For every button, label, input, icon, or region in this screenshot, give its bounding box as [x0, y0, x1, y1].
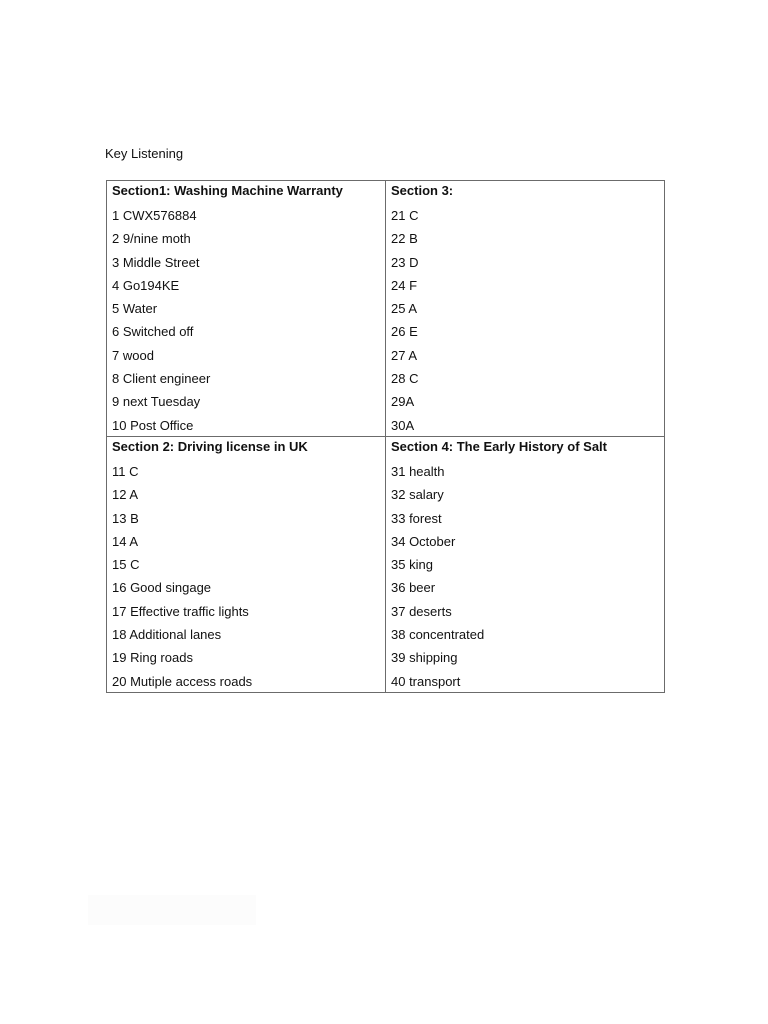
answer-item: 37 deserts: [391, 603, 452, 619]
section-heading: Section 2: Driving license in UK: [112, 439, 308, 454]
answer-item: 19 Ring roads: [112, 650, 193, 666]
answer-item: 35 king: [391, 557, 433, 573]
section-heading: Section 4: The Early History of Salt: [391, 439, 607, 454]
answer-item: 2 9/nine moth: [112, 231, 191, 247]
answer-item: 38 concentrated: [391, 627, 485, 643]
answer-item: 39 shipping: [391, 650, 458, 666]
answer-item: 23 D: [391, 254, 419, 270]
section-heading: Section1: Washing Machine Warranty: [112, 183, 343, 198]
page-title: Key Listening: [105, 146, 184, 161]
answer-item: 13 B: [112, 510, 139, 526]
answer-item: 24 F: [391, 277, 418, 293]
answer-item: 25 A: [391, 301, 418, 317]
section-cell-2: [386, 181, 665, 437]
answer-item: 16 Good singage: [112, 580, 212, 596]
answer-item: 40 transport: [391, 673, 461, 689]
answer-item: 4 Go194KE: [112, 277, 180, 293]
answer-item: 21 C: [391, 208, 419, 223]
answer-item: 29A: [391, 394, 415, 410]
answer-item: 14 A: [112, 533, 139, 549]
answer-item: 33 forest: [391, 510, 442, 526]
answer-item: 6 Switched off: [112, 324, 194, 340]
answer-item: 32 salary: [391, 487, 444, 503]
answer-item: 17 Effective traffic lights: [112, 603, 249, 619]
answer-item: 28 C: [391, 371, 419, 387]
answer-item: 12 A: [112, 487, 139, 503]
answer-item: 26 E: [391, 324, 418, 340]
answer-item: 5 Water: [112, 301, 158, 317]
answer-item: 11 C: [112, 464, 139, 479]
answer-item: 34 October: [391, 533, 456, 549]
answer-item: 30A: [391, 417, 415, 433]
section-heading: Section 3:: [391, 183, 454, 198]
section-cell-3: [107, 437, 386, 692]
answer-item: 22 B: [391, 231, 418, 247]
answer-item: 18 Additional lanes: [112, 627, 222, 643]
answer-item: 9 next Tuesday: [112, 394, 201, 410]
section-cell-4: [386, 437, 665, 692]
answer-item: 10 Post Office: [112, 417, 194, 433]
answer-item: 27 A: [391, 347, 418, 363]
faint-watermark-area: [88, 895, 256, 925]
answer-item: 15 C: [112, 557, 140, 573]
answer-item: 7 wood: [112, 347, 154, 363]
answer-item: 20 Mutiple access roads: [112, 673, 253, 689]
answer-item: 3 Middle Street: [112, 254, 200, 270]
section-cell-1: [107, 181, 386, 437]
answer-key-table: [106, 180, 665, 693]
answer-item: 8 Client engineer: [112, 371, 211, 387]
answer-item: 31 health: [391, 464, 445, 479]
answer-item: 1 CWX576884: [112, 208, 197, 223]
answer-item: 36 beer: [391, 580, 436, 596]
